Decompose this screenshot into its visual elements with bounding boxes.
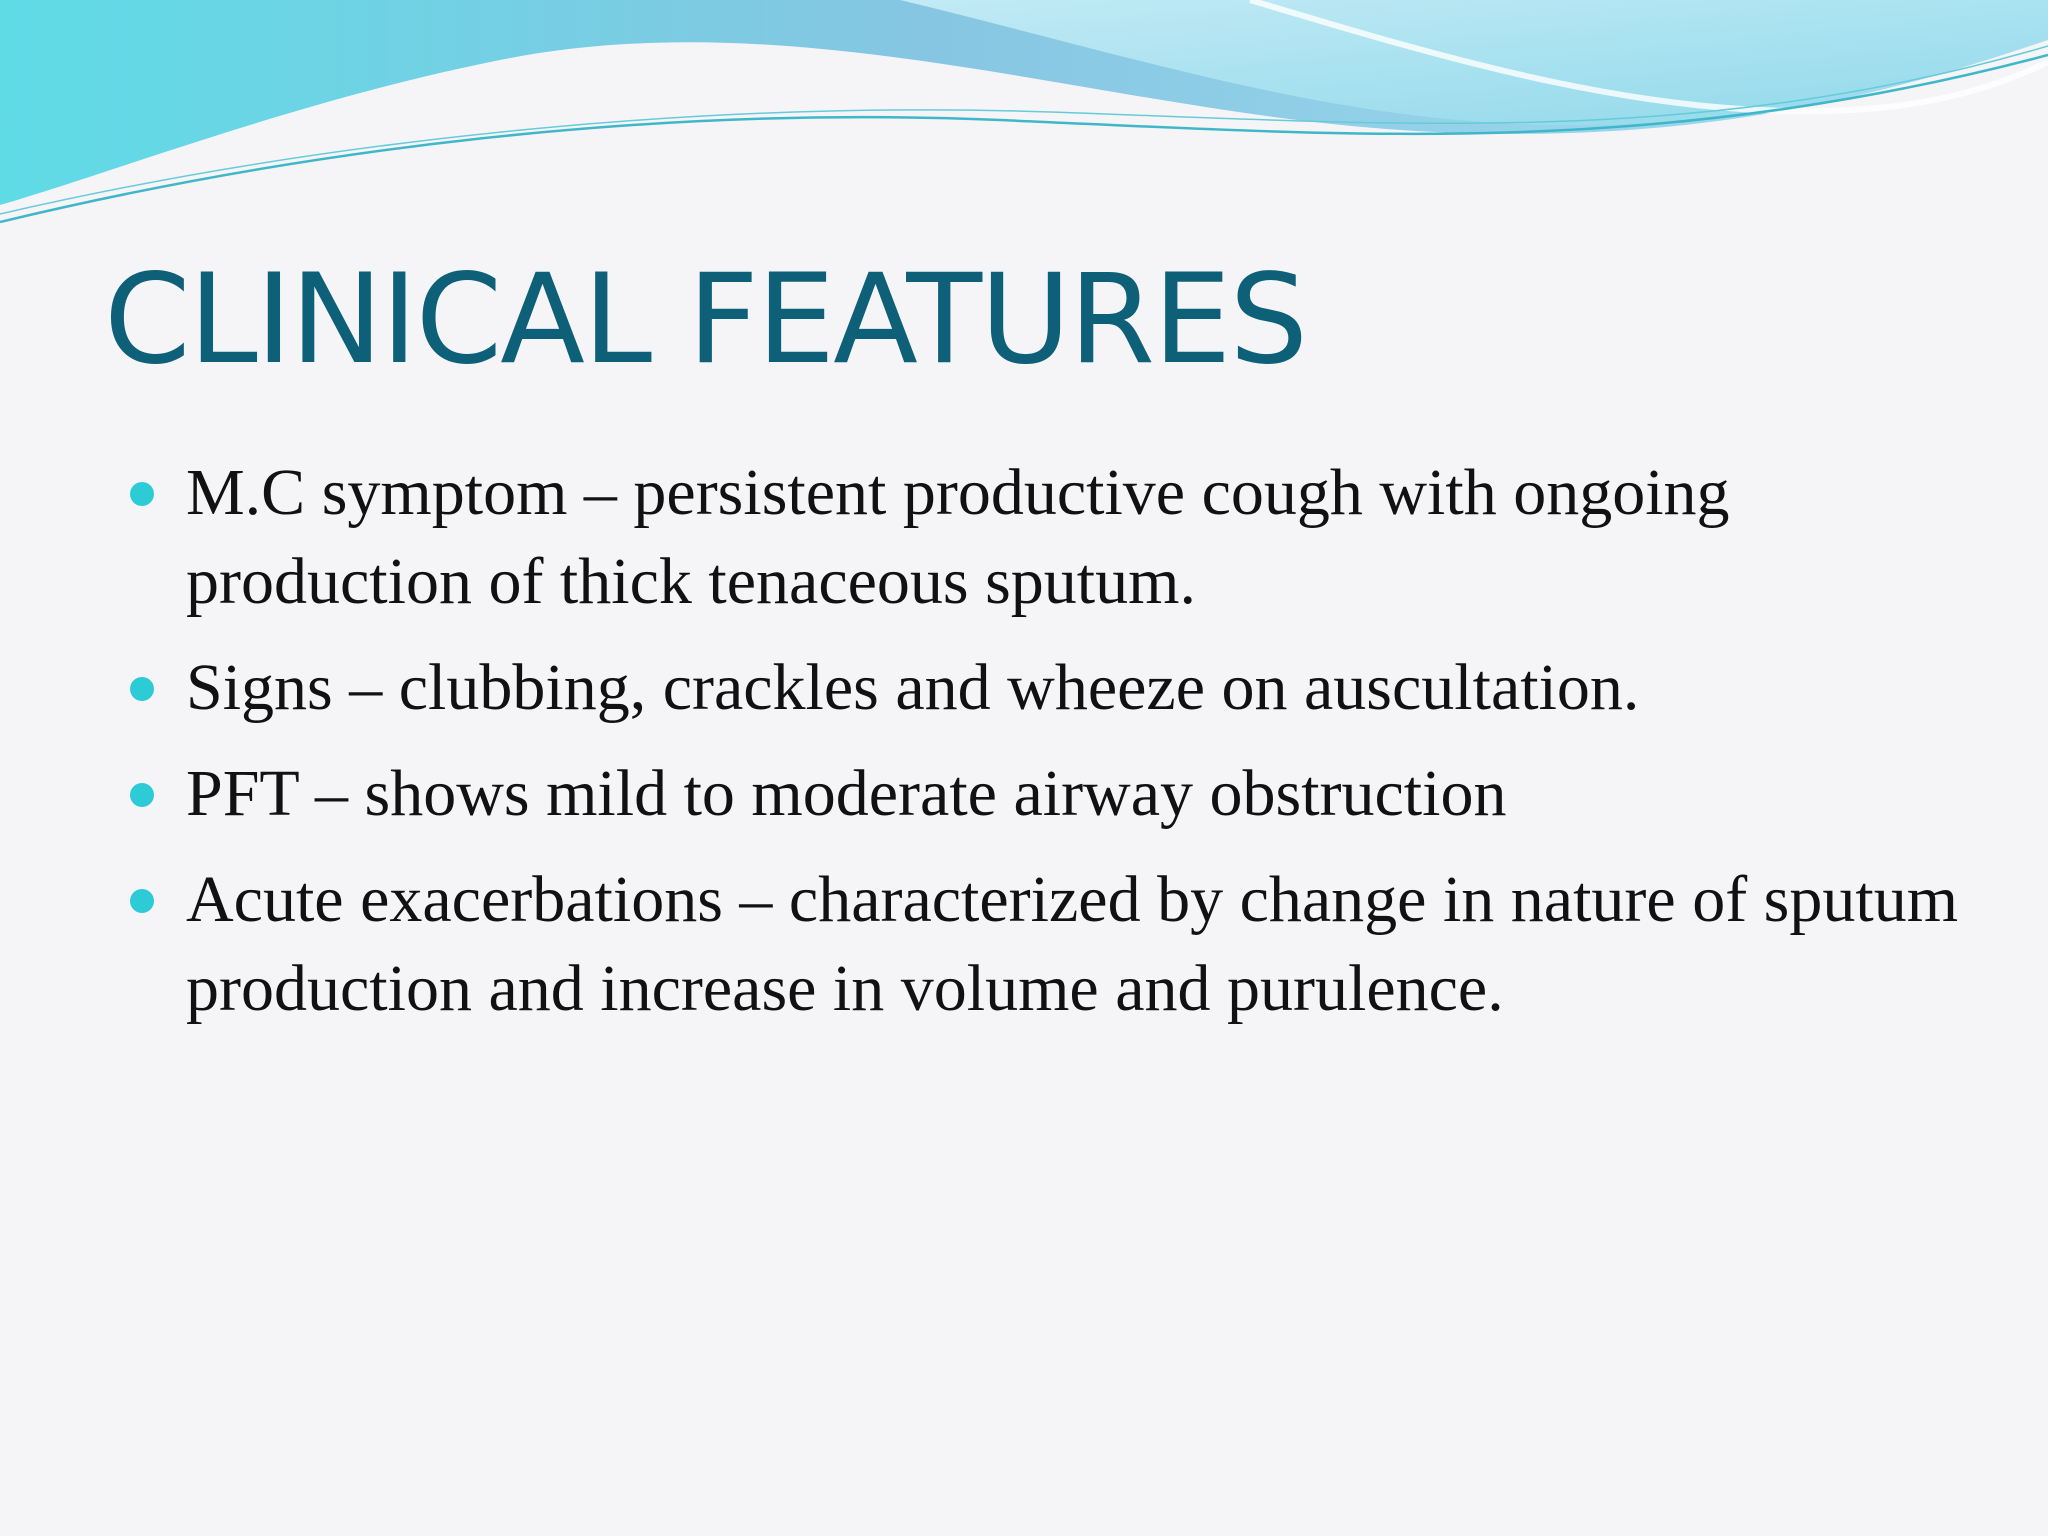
bullet-dot-icon [130, 677, 154, 701]
slide-title: CLINICAL FEATURES [104, 248, 1307, 392]
bullet-item-symptom [130, 448, 2010, 626]
decorative-wave-header [0, 0, 2048, 240]
bullet-item-exacerbations [130, 855, 2010, 1033]
bullet-dot-icon [130, 783, 154, 807]
bullet-text: Acute exacerbations – characterized by change in nature of sputum production and increase in volume and purulence. [186, 863, 1959, 1025]
bullet-text: Signs – clubbing, crackles and wheeze on auscultation. [186, 651, 1640, 724]
bullet-dot-icon [130, 889, 154, 913]
bullet-item-pft [130, 749, 2010, 838]
bullet-item-signs [130, 643, 2010, 732]
bullet-text: PFT – shows mild to moderate airway obstruction [186, 757, 1507, 830]
bullet-list [130, 448, 2010, 1050]
bullet-dot-icon [130, 482, 154, 506]
bullet-text: M.C symptom – persistent productive cough with ongoing production of thick tenaceous sputum. [186, 456, 1730, 618]
